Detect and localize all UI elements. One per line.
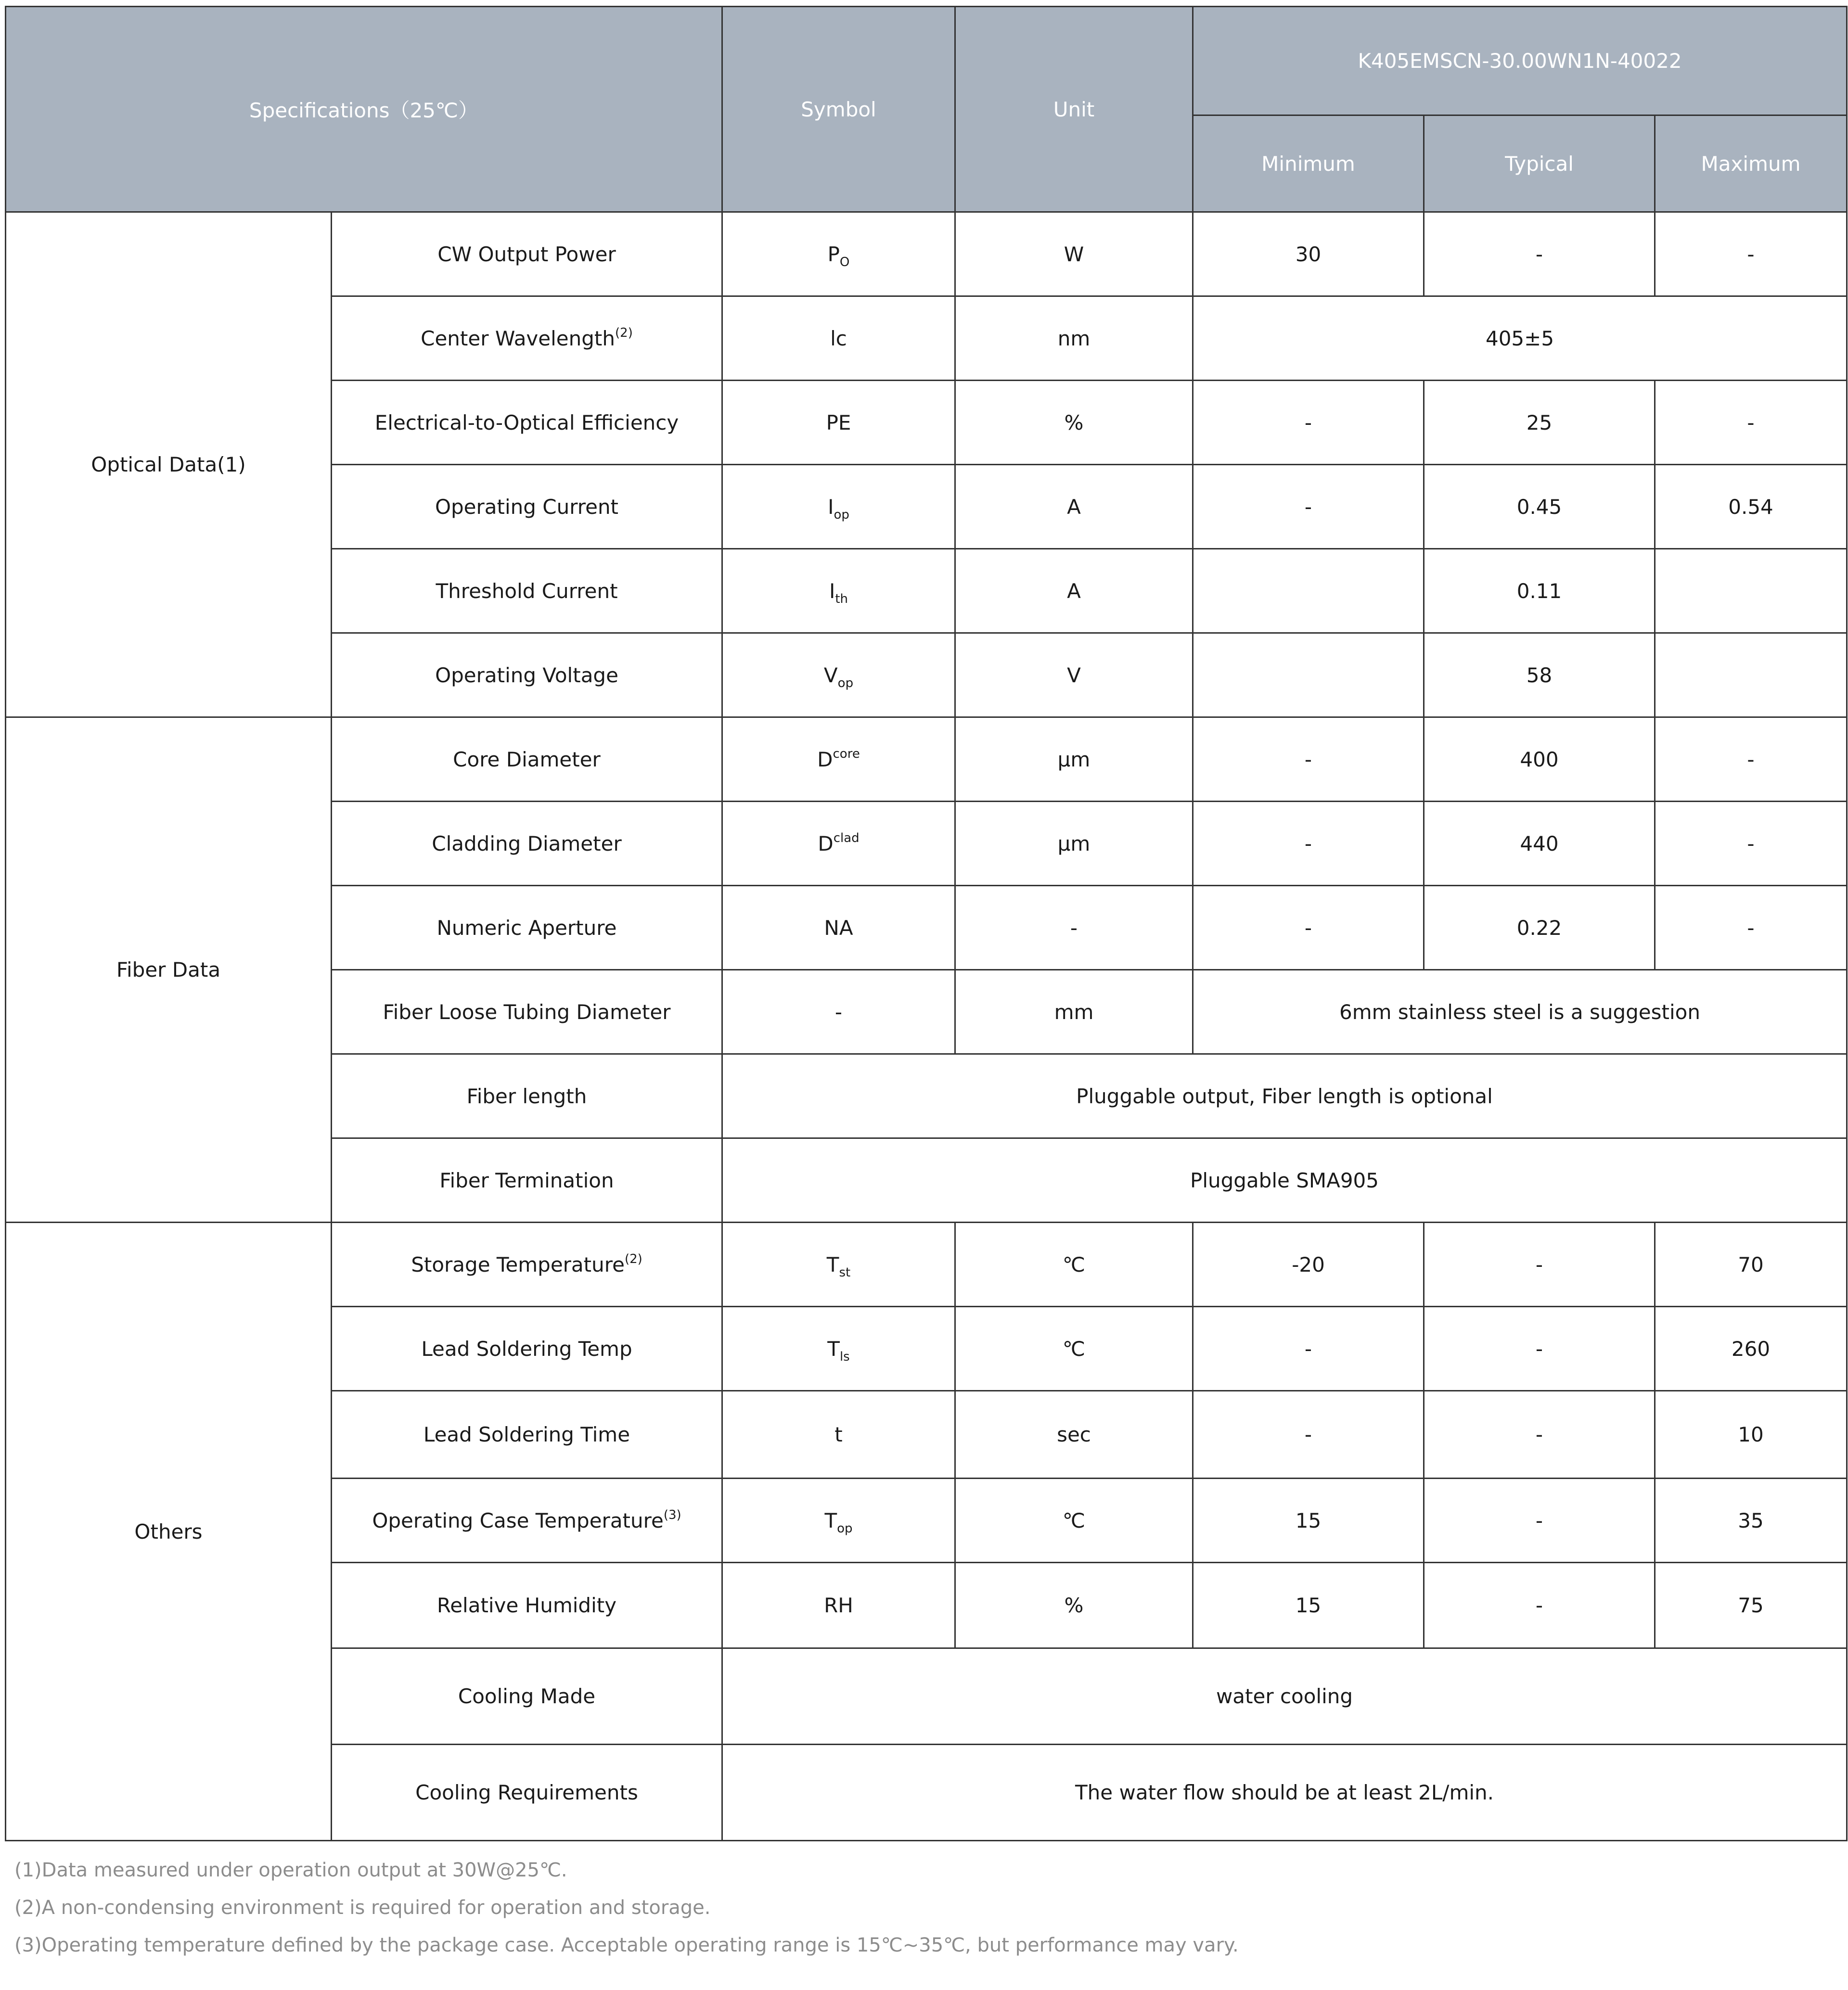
typ-cell: 25	[1424, 381, 1655, 465]
symbol-cell: -	[722, 970, 955, 1054]
max-cell: 10	[1655, 1391, 1847, 1479]
param-name: Threshold Current	[332, 549, 722, 633]
unit-cell: V	[955, 633, 1193, 717]
symbol-cell: $I_{th}$	[722, 549, 955, 633]
min-cell: 15	[1193, 1563, 1424, 1648]
param-name: Storage Temperature$^{(2)}$	[332, 1223, 722, 1307]
param-name: Operating Current	[332, 465, 722, 549]
min-cell: -	[1193, 1391, 1424, 1479]
category-optical: Optical Data(1)	[6, 212, 332, 717]
typ-cell: 0.11	[1424, 549, 1655, 633]
min-cell: -	[1193, 465, 1424, 549]
header-maximum: Maximum	[1655, 115, 1847, 212]
table-row	[6, 717, 1847, 802]
unit-cell: μm	[955, 717, 1193, 802]
param-name: Numeric Aperture	[332, 886, 722, 970]
param-name: Fiber length	[332, 1054, 722, 1138]
value-cell: 405±5	[1193, 296, 1847, 381]
unit-cell: %	[955, 381, 1193, 465]
param-name: Cladding Diameter	[332, 802, 722, 886]
param-name: Lead Soldering Temp	[332, 1307, 722, 1391]
max-cell	[1655, 633, 1847, 717]
header-model: K405EMSCN-30.00WN1N-40022	[1193, 7, 1847, 115]
footnote: (1)Data measured under operation output at 30W@25℃.	[14, 1859, 567, 1881]
header-minimum: Minimum	[1193, 115, 1424, 212]
max-cell: 0.54	[1655, 465, 1847, 549]
param-name: Operating Case Temperature$^{(3)}$	[332, 1479, 722, 1563]
min-cell: -	[1193, 802, 1424, 886]
max-cell: 35	[1655, 1479, 1847, 1563]
symbol-cell: $T_{ls}$	[722, 1307, 955, 1391]
footnote: (2)A non-condensing environment is required for operation and storage.	[14, 1897, 711, 1919]
unit-cell: ℃	[955, 1307, 1193, 1391]
param-name: Center Wavelength$^{(2)}$	[332, 296, 722, 381]
value-cell: Pluggable SMA905	[722, 1138, 1847, 1223]
max-cell: -	[1655, 886, 1847, 970]
value-cell: water cooling	[722, 1648, 1847, 1745]
header-specifications: Specifications（25℃）	[6, 7, 722, 212]
unit-cell: ℃	[955, 1479, 1193, 1563]
min-cell: -	[1193, 886, 1424, 970]
max-cell: -	[1655, 717, 1847, 802]
typ-cell: 440	[1424, 802, 1655, 886]
table-row	[6, 1223, 1847, 1307]
table-row	[6, 212, 1847, 296]
category-fiber: Fiber Data	[6, 717, 332, 1223]
symbol-cell: PE	[722, 381, 955, 465]
symbol-cell: $D^{core}$	[722, 717, 955, 802]
footnote: (3)Operating temperature defined by the package case. Acceptable operating range is 15℃~35℃, but performance may vary.	[14, 1934, 1239, 1956]
symbol-cell: $V_{op}$	[722, 633, 955, 717]
param-name: Cooling Made	[332, 1648, 722, 1745]
min-cell	[1193, 549, 1424, 633]
value-cell: 6mm stainless steel is a suggestion	[1193, 970, 1847, 1054]
param-name: Fiber Termination	[332, 1138, 722, 1223]
symbol-cell: RH	[722, 1563, 955, 1648]
specifications-table	[5, 6, 1848, 1841]
typ-cell: -	[1424, 1223, 1655, 1307]
max-cell: -	[1655, 212, 1847, 296]
typ-cell: -	[1424, 1479, 1655, 1563]
symbol-cell: $T_{st}$	[722, 1223, 955, 1307]
unit-cell: ℃	[955, 1223, 1193, 1307]
typ-cell: 0.22	[1424, 886, 1655, 970]
max-cell: -	[1655, 381, 1847, 465]
param-name: CW Output Power	[332, 212, 722, 296]
min-cell: 15	[1193, 1479, 1424, 1563]
unit-cell: W	[955, 212, 1193, 296]
typ-cell: 0.45	[1424, 465, 1655, 549]
value-cell: The water flow should be at least 2L/min.	[722, 1745, 1847, 1841]
category-others: Others	[6, 1223, 332, 1841]
max-cell: -	[1655, 802, 1847, 886]
min-cell: -	[1193, 1307, 1424, 1391]
param-name: Electrical-to-Optical Efficiency	[332, 381, 722, 465]
param-name: Cooling Requirements	[332, 1745, 722, 1841]
typ-cell: -	[1424, 212, 1655, 296]
typ-cell: 58	[1424, 633, 1655, 717]
unit-cell: μm	[955, 802, 1193, 886]
max-cell	[1655, 549, 1847, 633]
min-cell: -	[1193, 717, 1424, 802]
header-symbol: Symbol	[722, 7, 955, 212]
header-typical: Typical	[1424, 115, 1655, 212]
value-cell: Pluggable output, Fiber length is optional	[722, 1054, 1847, 1138]
typ-cell: -	[1424, 1307, 1655, 1391]
min-cell: -	[1193, 381, 1424, 465]
param-name: Operating Voltage	[332, 633, 722, 717]
max-cell: 70	[1655, 1223, 1847, 1307]
param-name: Relative Humidity	[332, 1563, 722, 1648]
symbol-cell: $T_{op}$	[722, 1479, 955, 1563]
unit-cell: sec	[955, 1391, 1193, 1479]
header-unit: Unit	[955, 7, 1193, 212]
max-cell: 260	[1655, 1307, 1847, 1391]
min-cell: -20	[1193, 1223, 1424, 1307]
unit-cell: nm	[955, 296, 1193, 381]
max-cell: 75	[1655, 1563, 1847, 1648]
min-cell	[1193, 633, 1424, 717]
param-name: Fiber Loose Tubing Diameter	[332, 970, 722, 1054]
unit-cell: A	[955, 465, 1193, 549]
symbol-cell: lc	[722, 296, 955, 381]
unit-cell: -	[955, 886, 1193, 970]
typ-cell: -	[1424, 1391, 1655, 1479]
footnotes	[14, 1851, 1239, 1964]
min-cell: 30	[1193, 212, 1424, 296]
unit-cell: A	[955, 549, 1193, 633]
unit-cell: mm	[955, 970, 1193, 1054]
param-name: Core Diameter	[332, 717, 722, 802]
typ-cell: 400	[1424, 717, 1655, 802]
unit-cell: %	[955, 1563, 1193, 1648]
param-name: Lead Soldering Time	[332, 1391, 722, 1479]
symbol-cell: t	[722, 1391, 955, 1479]
typ-cell: -	[1424, 1563, 1655, 1648]
symbol-cell: NA	[722, 886, 955, 970]
symbol-cell: $I_{op}$	[722, 465, 955, 549]
symbol-cell: $D^{clad}$	[722, 802, 955, 886]
symbol-cell: $P_O$	[722, 212, 955, 296]
